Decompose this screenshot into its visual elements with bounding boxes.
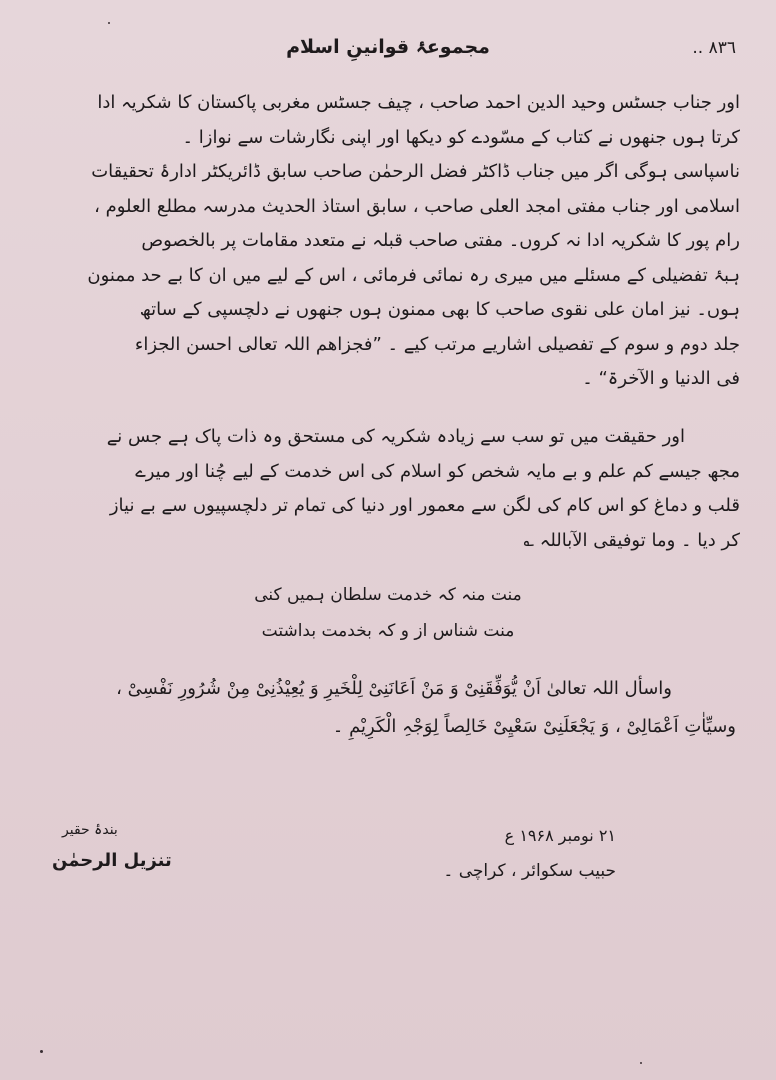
text-line: ہبۂ تفضیلی کے مسئلے میں میری رہ نمائی فرمائی ، اس کے لیے میں ان کا بے حد ممنون (87, 264, 740, 286)
verse-line-1: منت منہ کہ خدمت سلطان ہمیں کنی (254, 585, 522, 605)
closing-prayer (40, 670, 736, 746)
paper-speck (108, 22, 110, 24)
text-line: واسأل اللہ تعالیٰ اَنْ یُّوَفِّقَنِیْ وَ مَنْ اَعَانَنِیْ لِلْخَیرِ وَ یُعِیْذُنِیْ مِنْ شُرُورِ نَفْسِیْ ، (116, 678, 672, 699)
text-line: اور جناب جسٹس وحید الدین احمد صاحب ، چیف جسٹس مغربی پاکستان کا شکریہ ادا (97, 92, 740, 113)
text-line: فی الدنیا و الآخرۃ“ ۔ (582, 368, 740, 389)
signature-place: حبیب سکوائر ، کراچی ۔ (443, 861, 616, 881)
page-header (40, 32, 736, 72)
acknowledgement-paragraph (40, 86, 740, 397)
text-line: وسیِّاٰتِ اَعْمَالِیْ ، وَ یَجْعَلَنِیْ سَعْیِیْ خَالِصاً لِوَجْہِ الْکَرِیْمِ ۔ (332, 716, 736, 737)
gratitude-paragraph (40, 420, 740, 558)
text-line: ہوں۔ نیز امان علی نقوی صاحب کا بھی ممنون ہوں جنھوں نے دلچسپی کے ساتھ (139, 299, 740, 320)
signature-date: ۲۱ نومبر ۱۹۶۸ ع (504, 826, 616, 845)
running-title: مجموعۂ قوانینِ اسلام (286, 36, 490, 58)
text-line: ناسپاسی ہوگی اگر میں جناب ڈاکٹر فضل الرحمٰن صاحب سابق ڈائریکٹر ادارۂ تحقیقات (91, 161, 740, 182)
text-line: اسلامی اور جناب مفتی امجد العلی صاحب ، سابق استاذ الحدیث مدرسہ مطلع العلوم ، (94, 195, 740, 217)
text-line: جلد دوم و سوم کے تفصیلی اشاریے مرتب کیے ۔ ”فجزاھم اللہ تعالی احسن الجزاء (134, 333, 740, 355)
paper-speck (640, 1062, 642, 1064)
paper-speck (40, 1050, 43, 1053)
signature-humble-label: بندۂ حقیر (62, 822, 118, 838)
text-line: رام پور کا شکریہ ادا نہ کروں۔ مفتی صاحب قبلہ نے متعدد مقامات پر بالخصوص (141, 230, 740, 251)
signature-name: تنزیل الرحمٰن (52, 850, 172, 871)
text-line: اور حقیقت میں تو سب سے زیادہ شکریہ کی مستحق وہ ذات پاک ہے جس نے (106, 426, 685, 447)
text-line: کرتا ہوں جنھوں نے کتاب کے مسّودے کو دیکھا اور اپنی نگارشات سے نوازا ۔ (182, 126, 740, 148)
text-line: کر دیا ۔ وما توفیقی الآباللہ ؎ (523, 529, 740, 551)
text-line: مجھ جیسے کم علم و بے مایہ شخص کو اسلام کی اس خدمت کے لیے چُنا اور میرے (135, 460, 740, 482)
page-number: ٨٣٦ .. (692, 38, 736, 58)
text-line: قلب و دماغ کو اس کام کی لگن سے معمور اور دنیا کی تمام تر دلچسپیوں سے بے نیاز (109, 495, 740, 516)
verse-line-2: منت شناس از و کہ بخدمت بداشتت (261, 621, 515, 641)
